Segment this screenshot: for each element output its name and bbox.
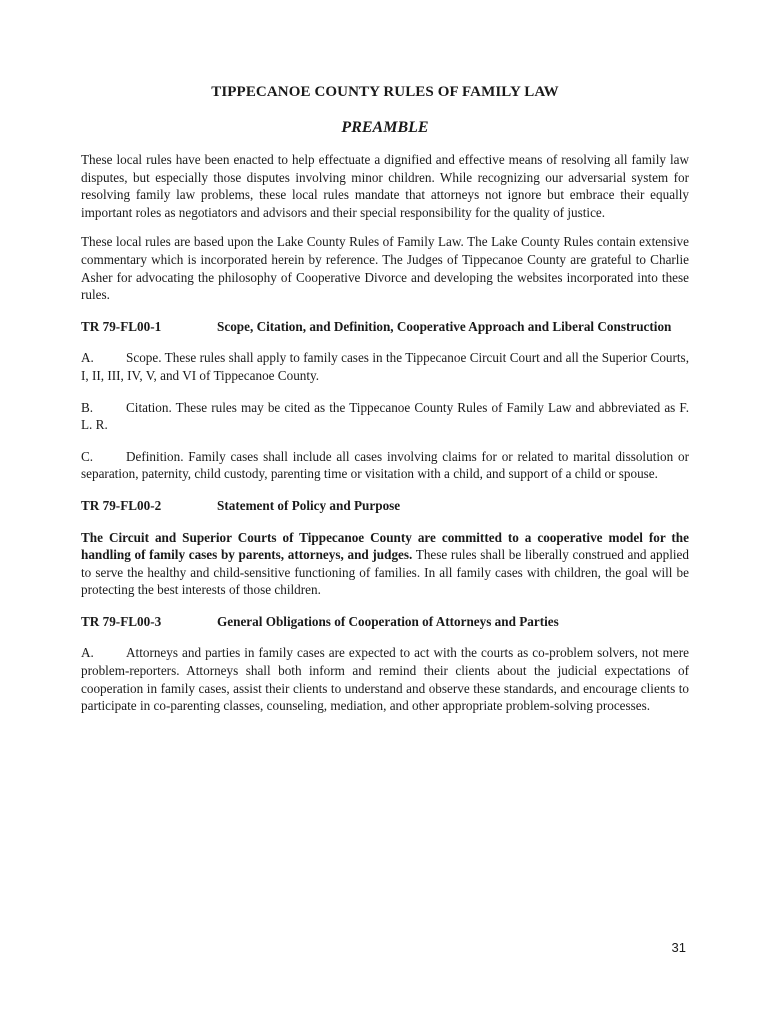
policy-lead: The Circuit and Superior Courts of Tippecanoe County are committed to a cooperative model for the handling of family cases by parents, attorneys, and judges. <box>81 529 689 563</box>
rule-item <box>81 349 689 384</box>
item-letter: B. <box>81 399 94 415</box>
rule-heading <box>81 318 689 336</box>
policy-paragraph <box>81 529 689 599</box>
rule-number: TR 79-FL00-1 <box>81 318 162 334</box>
rule-number: TR 79-FL00-3 <box>81 613 162 629</box>
preamble-paragraph: These local rules have been enacted to help effectuate a dignified and effective means of resolving all family law disputes, but especially those disputes involving minor children. While recognizing our adversarial system for resolving family law problems, these local rules mandate that attorneys not ignore but embrace their equally important roles as negotiators and advisors and their special responsibility for the quality of justice. <box>81 152 689 220</box>
item-text: Citation. These rules may be cited as the Tippecanoe County Rules of Family Law and abbreviated as F. L. R. <box>81 399 689 433</box>
item-letter: C. <box>81 448 94 464</box>
document-page <box>81 84 689 729</box>
rule-item <box>81 448 689 483</box>
item-letter: A. <box>81 645 94 661</box>
rule-title: Scope, Citation, and Definition, Cooperative Approach and Liberal Construction <box>217 318 672 334</box>
rule-heading <box>81 613 689 631</box>
rule-item <box>81 399 689 434</box>
rule-number: TR 79-FL00-2 <box>81 497 162 513</box>
item-text: Scope. These rules shall apply to family cases in the Tippecanoe Circuit Court and all the Superior Courts, I, II, III, IV, V, and VI of Tippecanoe County. <box>81 350 689 383</box>
rule-title: Statement of Policy and Purpose <box>217 497 401 513</box>
page-number: 31 <box>671 940 686 955</box>
document-subtitle: PREAMBLE <box>341 119 429 136</box>
item-letter: A. <box>81 350 94 366</box>
rule-title: General Obligations of Cooperation of Attorneys and Parties <box>217 613 559 629</box>
item-text: Attorneys and parties in family cases are expected to act with the courts as co-problem solvers, not mere problem-reporters. Attorneys shall both inform and remind their clients about the judicial expectations of cooperation in family cases, assist their clients to understand and observe these standards, and encourage clients to participate in co-parenting classes, counseling, mediation, and other appropriate problem-solving processes. <box>81 645 689 714</box>
preamble-paragraph: These local rules are based upon the Lake County Rules of Family Law. The Lake County Rules contain extensive commentary which is incorporated herein by reference. The Judges of Tippecanoe County are grateful to Charlie Asher for advocating the philosophy of Cooperative Divorce and developing the websites incorporated into these rules. <box>81 234 689 303</box>
item-text: Definition. Family cases shall include all cases involving claims for or related to marital dissolution or separation, paternity, child custody, parenting time or visitation with a child, and support of a child or spouse. <box>81 448 689 482</box>
rule-item <box>81 644 689 714</box>
rule-heading <box>81 497 689 515</box>
policy-body: These rules shall be liberally construed and applied to serve the healthy and child-sensitive functioning of families. In all family cases with children, the goal will be protecting the best interests of those children. <box>81 547 689 598</box>
document-title: TIPPECANOE COUNTY RULES OF FAMILY LAW <box>211 84 559 100</box>
